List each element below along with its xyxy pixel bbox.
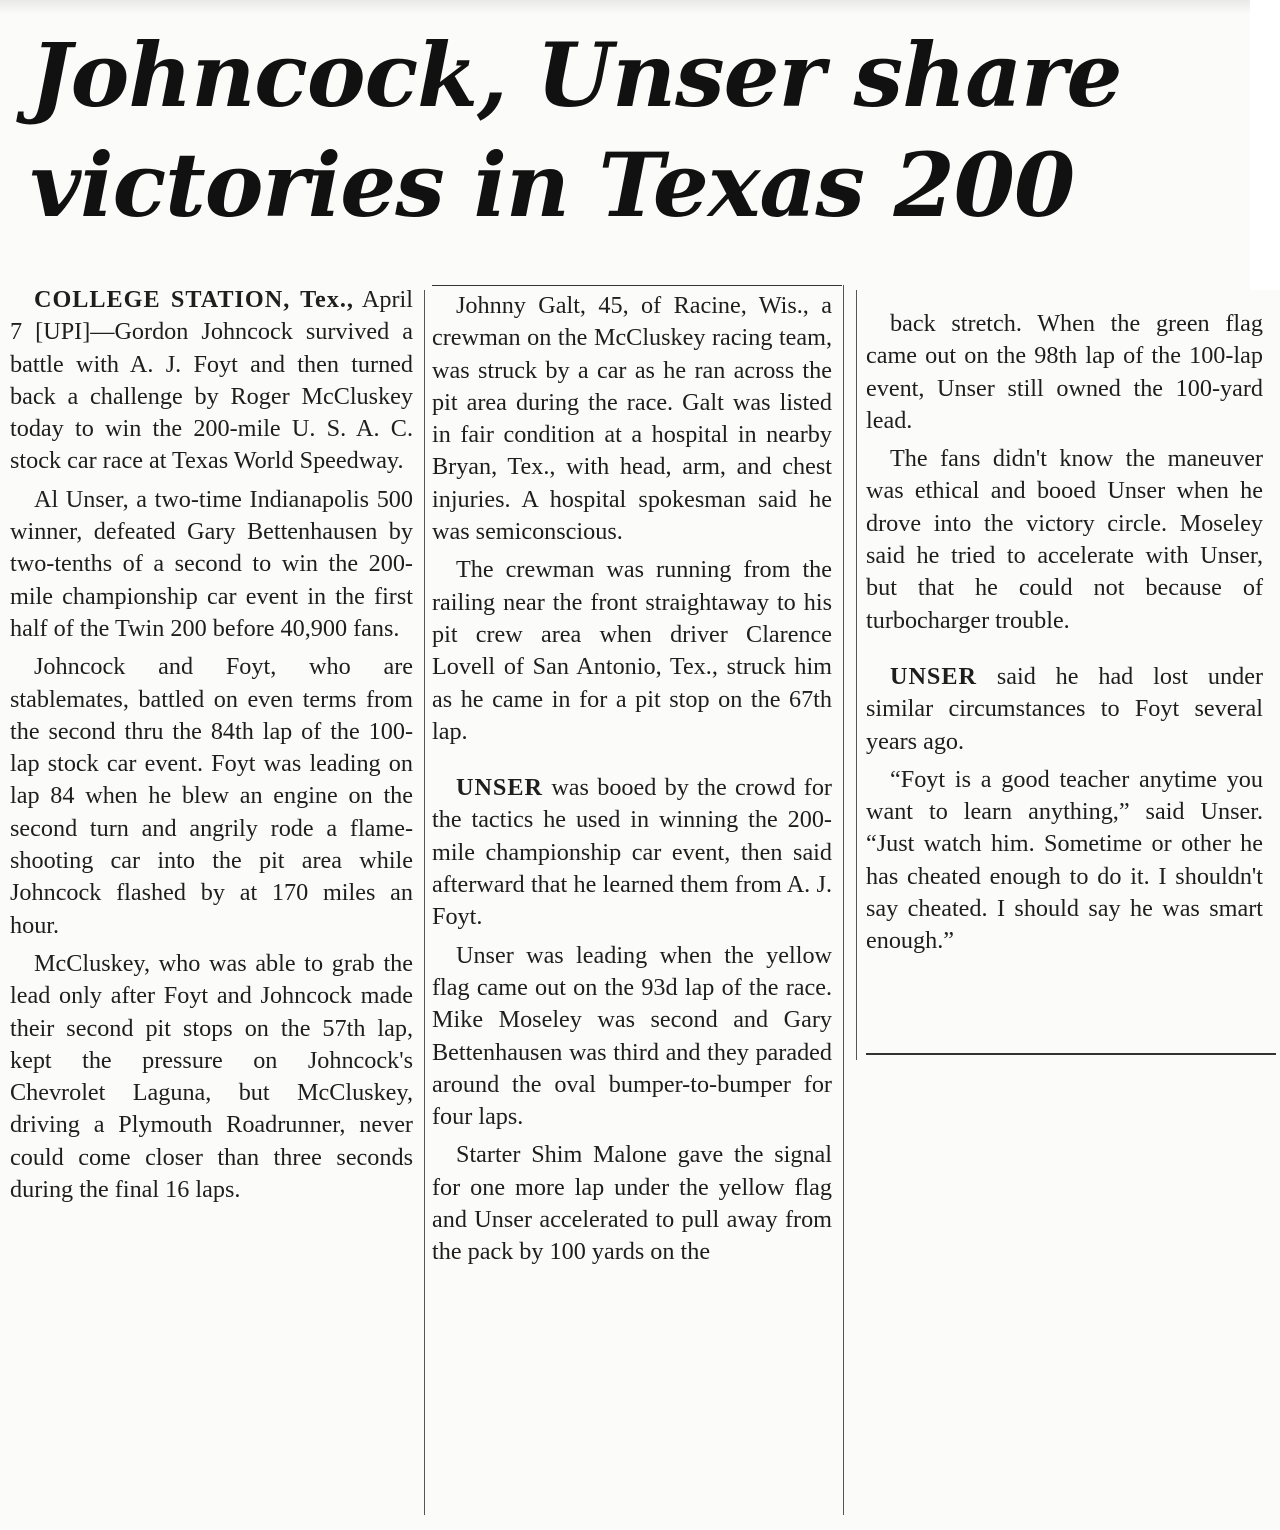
paragraph: Johnny Galt, 45, of Racine, Wis., a crewman on the McCluskey racing team, was struck by a car as he ran across the pit area during the race. Galt was listed in fair condition at a hospital in nearby Bryan, Tex., with head, arm, and chest injuries. A hospital spokesman said he was semiconscious.	[432, 292, 832, 546]
subhead-caps: UNSER	[890, 662, 977, 690]
subhead-paragraph	[866, 661, 1263, 758]
section-gap	[432, 754, 832, 772]
paragraph: Johncock and Foyt, who are stablemates, battled on even terms from the second thru the 84th lap of the 100-lap stock car event. Foyt was leading on lap 84 when he blew an engine on the second turn and angrily rode a flame-shooting car into the pit area while Johncock flashed by at 170 miles an hour.	[10, 653, 413, 939]
column-divider	[424, 290, 425, 1515]
paragraph: Starter Shim Malone gave the signal for one more lap under the yellow flag and Unser accelerated to pull away from the pack by 100 yards on the	[432, 1141, 832, 1266]
subhead-caps: UNSER	[456, 774, 543, 802]
paragraph: Unser was leading when the yellow flag came out on the 93d lap of the race. Mike Moseley was second and Gary Bettenhausen was third and they paraded around the oval bumper-to-bumper for four laps.	[432, 941, 832, 1131]
scan-edge-shadow	[0, 0, 1280, 14]
article-end-rule	[866, 1053, 1276, 1055]
subhead-paragraph	[432, 772, 832, 933]
paragraph: Al Unser, a two-time Indianapolis 500 winner, defeated Gary Bettenhausen by two-tenths of a second to win the 200-mile championship car event in the first half of the Twin 200 before 40,900 fans.	[10, 485, 413, 642]
article-column-3	[866, 308, 1263, 964]
column-top-rule	[432, 285, 842, 286]
paragraph: McCluskey, who was able to grab the lead only after Foyt and Johncock made their second pit stops on the 57th lap, kept the pressure on Johncock's Chevrolet Laguna, but McCluskey, driving a Plymouth Roadrunner, never could come closer than three seconds during the final 16 laps.	[10, 949, 413, 1204]
paragraph-text: said he had lost under similar circumstances to Foyt several years ago.	[866, 662, 1263, 755]
dateline: COLLEGE STATION, Tex.,	[34, 286, 354, 313]
paragraph: back stretch. When the green flag came out on the 98th lap of the 100-lap event, Unser still owned the 100-yard lead.	[866, 310, 1263, 434]
paragraph: The fans didn't know the maneuver was ethical and booed Unser when he drove into the victory circle. Moseley said he tried to accelerate with Unser, but that he could not because of turbocharger trouble.	[866, 445, 1263, 634]
scan-margin	[1250, 0, 1280, 290]
paragraph-text: April 7 [UPI]—Gordon Johncock survived a battle with A. J. Foyt and then turned back a challenge by Roger McCluskey today to win the 200-mile U. S. A. C. stock car race at Texas World Speedway.	[10, 286, 413, 475]
paragraph: The crewman was running from the railing near the front straightaway to his pit crew area when driver Clarence Lovell of San Antonio, Tex., struck him as he came in for a pit stop on the 67th lap.	[432, 556, 832, 745]
column-divider	[843, 285, 844, 1515]
article-column-1	[10, 284, 413, 1212]
article-column-2	[432, 290, 832, 1275]
section-gap	[866, 643, 1263, 661]
column-divider	[856, 290, 857, 1060]
headline: Johncock, Unser share victories in Texas 200	[30, 23, 1122, 237]
paragraph: “Foyt is a good teacher anytime you want to learn anything,” said Unser. “Just watch him. Sometime or other he has cheated enough to do it. I shouldn't say cheated. I should say he was smart enough.”	[866, 765, 1263, 955]
dateline-paragraph	[10, 284, 413, 478]
paragraph-text: was booed by the crowd for the tactics he used in winning the 200-mile championship car event, then said afterward that he learned them from A. J. Foyt.	[432, 774, 832, 931]
